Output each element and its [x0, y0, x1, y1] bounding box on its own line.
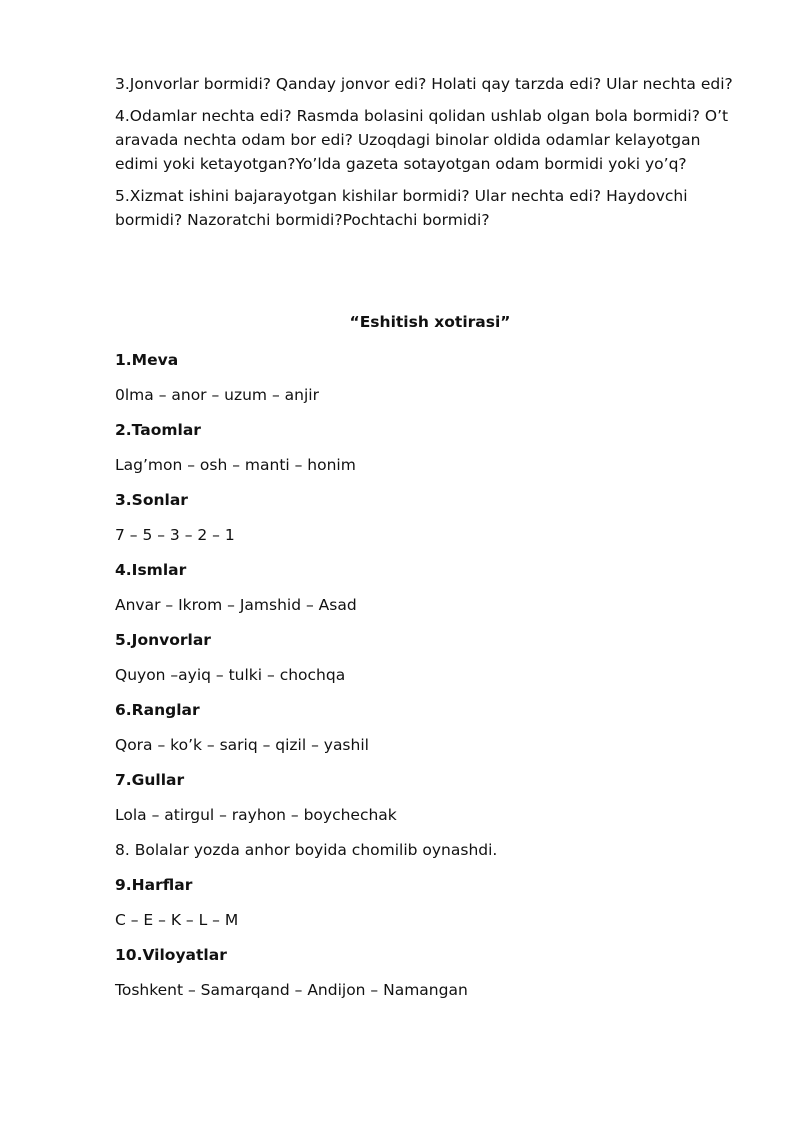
item-heading-sonlar: 3.Sonlar	[115, 491, 188, 509]
question-4: 4.Odamlar nechta edi? Rasmda bolasini qolidan ushlab olgan bola bormidi? O’t aravada nechta odam bor edi? Uzoqdagi binolar oldida odamlar kelayotgan edimi yoki ketayotgan?Yo’lda gazeta sotayotgan odam bormidi yoki yo’q?	[115, 107, 729, 173]
item-heading-jonvorlar: 5.Jonvorlar	[115, 631, 211, 649]
item-text-harflar: C – E – K – L – M	[115, 911, 239, 929]
question-3: 3.Jonvorlar bormidi? Qanday jonvor edi? Holati qay tarzda edi? Ular nechta edi?	[115, 75, 733, 93]
item-heading-meva: 1.Meva	[115, 351, 179, 369]
item-text-ismlar: Anvar – Ikrom – Jamshid – Asad	[115, 596, 357, 614]
question-5: 5.Xizmat ishini bajarayotgan kishilar bormidi? Ular nechta edi? Haydovchi bormidi? Nazoratchi bormidi?Pochtachi bormidi?	[115, 187, 688, 229]
document-page	[115, 72, 745, 1013]
item-heading-gullar: 7.Gullar	[115, 771, 185, 789]
section-title: “Eshitish xotirasi”	[349, 313, 511, 331]
item-text-gullar: Lola – atirgul – rayhon – boychechak	[115, 806, 397, 824]
item-text-sonlar: 7 – 5 – 3 – 2 – 1	[115, 526, 235, 544]
item-text-meva: 0lma – anor – uzum – anjir	[115, 386, 319, 404]
item-heading-viloyatlar: 10.Viloyatlar	[115, 946, 227, 964]
item-text-taomlar: Lag’mon – osh – manti – honim	[115, 456, 356, 474]
item-text-jonvorlar: Quyon –ayiq – tulki – chochqa	[115, 666, 346, 684]
item-heading-taomlar: 2.Taomlar	[115, 421, 201, 439]
item-text-viloyatlar: Toshkent – Samarqand – Andijon – Namangan	[115, 981, 468, 999]
item-text-ranglar: Qora – ko’k – sariq – qizil – yashil	[115, 736, 369, 754]
item-heading-ranglar: 6.Ranglar	[115, 701, 200, 719]
item-heading-harflar: 9.Harflar	[115, 876, 193, 894]
spacer	[115, 240, 745, 310]
sentence-8: 8. Bolalar yozda anhor boyida chomilib oynashdi.	[115, 841, 498, 859]
item-heading-ismlar: 4.Ismlar	[115, 561, 187, 579]
